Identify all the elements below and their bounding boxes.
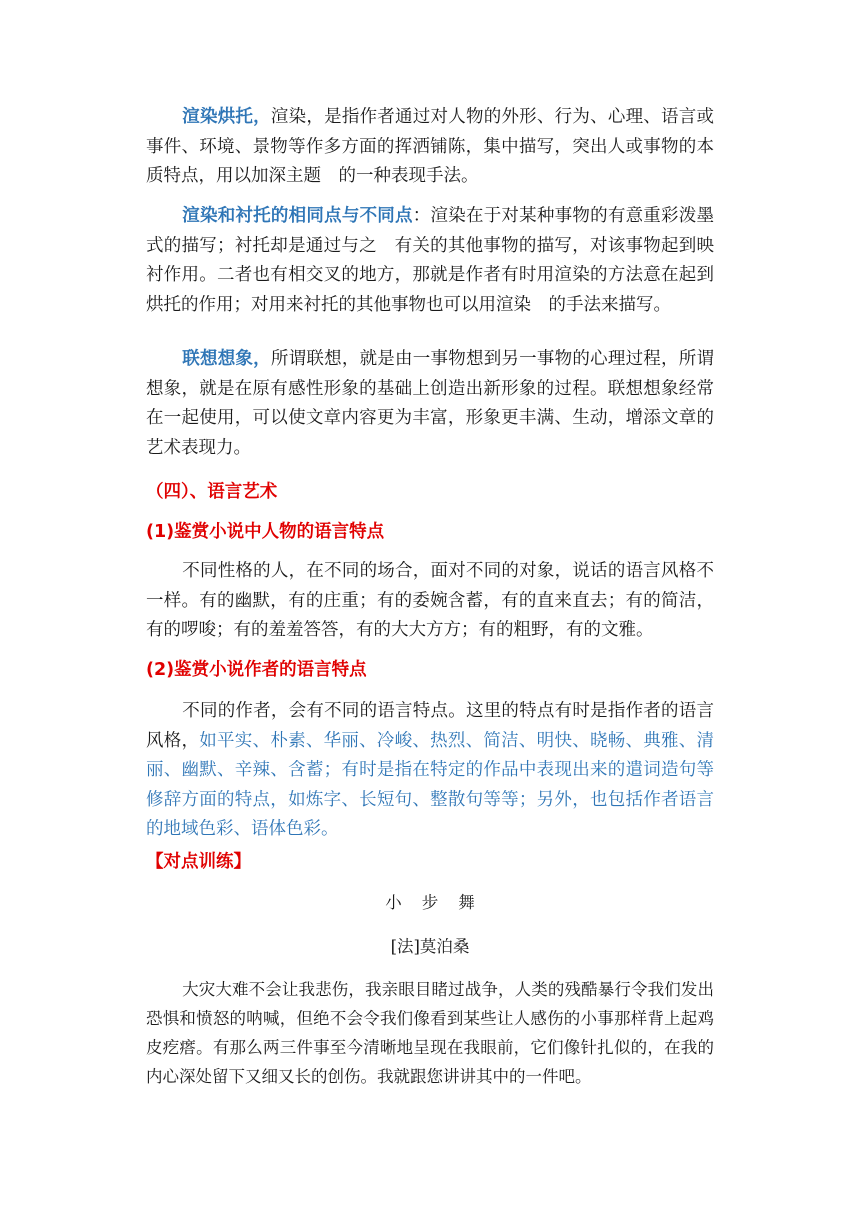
paragraph-imagination <box>146 345 714 463</box>
heading-language-art: （四）、语言艺术 <box>146 482 278 502</box>
text-imagination: 所谓联想，就是由一事物想到另一事物的心理过程，所谓想象，就是在原有感性形象的基础上创造出新形象的过程。联想想象经常在一起使用，可以使文章内容更为丰富，形象更丰满、生动，增添文章的艺术表现力。 <box>146 349 715 458</box>
story-title-char: 小 <box>385 893 402 912</box>
story-title <box>0 891 860 915</box>
paragraph-rendering <box>146 103 714 192</box>
term-compare: 渲染和衬托的相同点与不同点 <box>182 206 413 226</box>
term-imagination: 联想想象， <box>182 349 271 369</box>
paragraph-character-language <box>146 557 714 646</box>
paragraph-author-language <box>146 697 714 845</box>
story-title-char: 舞 <box>458 893 475 912</box>
term-rendering: 渲染烘托， <box>182 107 271 127</box>
paragraph-compare <box>146 202 714 320</box>
text-compare: ：渲染在于对某种事物的有意重彩泼墨式的描写；衬托却是通过与之 有关的其他事物的描写，对该事物起到映衬作用。二者也有相交叉的地方，那就是作者有时用渲染的方法意在起到烘托的作用；对用来衬托的其他事物也可以用渲染 的手法来描写。 <box>146 206 714 315</box>
story-author: [法]莫泊桑 <box>390 937 470 956</box>
story-paragraph <box>146 975 714 1091</box>
heading-character-language: (1)鉴赏小说中人物的语言特点 <box>146 522 385 542</box>
text-author-language-plain: 不同的作者，会有不同的语言特点。这里的特点有时是指作者的语言风格， <box>146 701 714 751</box>
heading-author-language: (2)鉴赏小说作者的语言特点 <box>146 660 367 680</box>
heading-training: 【对点训练】 <box>146 852 251 872</box>
story-paragraph-text: 大灾大难不会让我悲伤，我亲眼目睹过战争，人类的残酷暴行令我们发出恐惧和愤怒的呐喊，但绝不会令我们像看到某些让人感伤的小事那样背上起鸡皮疙瘩。有那么两三件事至今清晰地呈现在我眼前，它们像针扎似的，在我的内心深处留下又细又长的创伤。我就跟您讲讲其中的一件吧。 <box>146 980 714 1086</box>
text-character-language: 不同性格的人，在不同的场合，面对不同的对象，说话的语言风格不一样。有的幽默，有的庄重；有的委婉含蓄，有的直来直去；有的简洁，有的啰唆；有的羞羞答答，有的大大方方；有的粗野，有的文雅。 <box>146 561 714 640</box>
story-title-char: 步 <box>421 893 439 912</box>
text-rendering: 渲染，是指作者通过对人物的外形、行为、心理、语言或事件、环境、景物等作多方面的挥洒铺陈，集中描写，突出人或事物的本质特点，用以加深主题 的一种表现手法。 <box>146 107 715 186</box>
text-author-language-examples: 如平实、朴素、华丽、冷峻、热烈、简洁、明快、晓畅、典雅、清丽、幽默、辛辣、含蓄；有时是指在特定的作品中表现出来的遣词造句等修辞方面的特点，如炼字、长短句、整散句等等；另外，也包括作者语言的地域色彩、语体色彩。 <box>146 730 715 839</box>
